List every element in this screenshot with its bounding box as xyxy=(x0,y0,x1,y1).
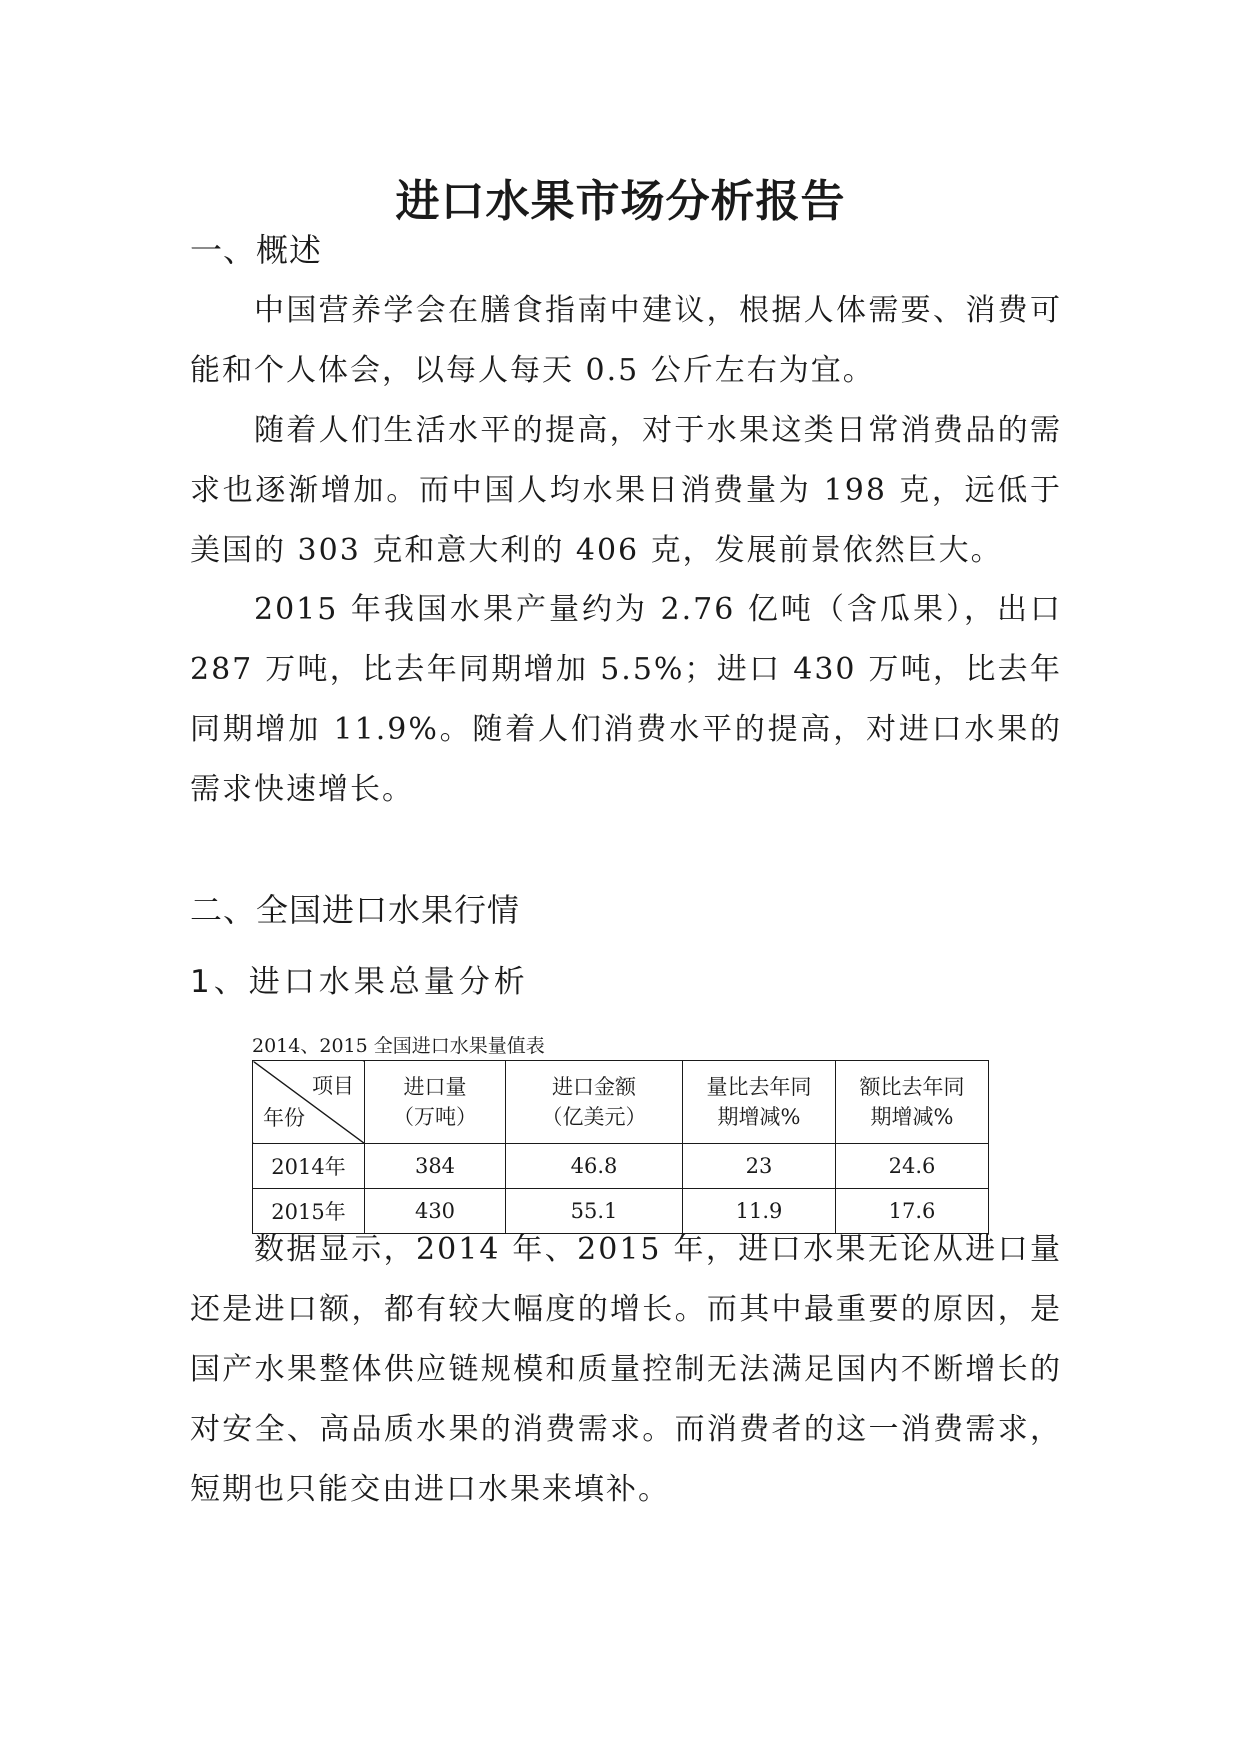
subsection-heading-total-volume: 1、进口水果总量分析 xyxy=(190,964,529,1000)
table-corner-cell xyxy=(253,1061,365,1144)
cell-volume: 384 xyxy=(365,1144,506,1189)
table-row xyxy=(253,1144,989,1189)
column-header-amount-change-line2: 期增减% xyxy=(870,1105,954,1129)
cell-amount: 46.8 xyxy=(506,1144,683,1189)
table-header-row xyxy=(253,1061,989,1144)
cell-amount-change: 17.6 xyxy=(836,1189,989,1234)
cell-amount-change: 24.6 xyxy=(836,1144,989,1189)
column-header-amount-line1: 进口金额 xyxy=(552,1075,636,1099)
paragraph-production-import: 2015 年我国水果产量约为 2.76 亿吨（含瓜果），出口 287 万吨，比去年同期增加 5.5%；进口 430 万吨，比去年同期增加 11.9%。随着人们消费水平的提高，对进口水果的需求快速增长。 xyxy=(190,592,1062,807)
corner-label-item: 项目 xyxy=(312,1074,354,1098)
cell-amount: 55.1 xyxy=(506,1189,683,1234)
column-header-volume-line1: 进口量 xyxy=(403,1075,467,1099)
paragraph-nutrition-guideline: 中国营养学会在膳食指南中建议，根据人体需要、消费可能和个人体会，以每人每天 0.5 公斤左右为宜。 xyxy=(190,293,1062,388)
corner-label-year: 年份 xyxy=(263,1106,305,1130)
column-header-volume-change-line1: 量比去年同 xyxy=(706,1075,812,1099)
column-header-volume xyxy=(365,1061,506,1144)
paragraph-consumption-demand: 随着人们生活水平的提高，对于水果这类日常消费品的需求也逐渐增加。而中国人均水果日消费量为 198 克，远低于美国的 303 克和意大利的 406 克，发展前景依然巨大。 xyxy=(190,413,1062,568)
cell-volume-change: 11.9 xyxy=(683,1189,836,1234)
page-title: 进口水果市场分析报告 xyxy=(395,176,846,227)
column-header-amount-change xyxy=(836,1061,989,1144)
paragraph-import-growth-analysis: 数据显示，2014 年、2015 年，进口水果无论从进口量还是进口额，都有较大幅度的增长。而其中最重要的原因，是国产水果整体供应链规模和质量控制无法满足国内不断增长的对安全、高品质水果的消费需求。而消费者的这一消费需求，短期也只能交由进口水果来填补。 xyxy=(190,1232,1062,1507)
column-header-volume-change xyxy=(683,1061,836,1144)
section-heading-overview: 一、概述 xyxy=(190,231,323,269)
column-header-amount-change-line1: 额比去年同 xyxy=(859,1075,965,1099)
column-header-amount-line2: （亿美元） xyxy=(541,1105,647,1129)
table-caption: 2014、2015 全国进口水果量值表 xyxy=(252,1035,545,1057)
column-header-volume-line2: （万吨） xyxy=(393,1105,477,1129)
section-heading-national-market: 二、全国进口水果行情 xyxy=(190,891,521,929)
cell-volume-change: 23 xyxy=(683,1144,836,1189)
cell-volume: 430 xyxy=(365,1189,506,1234)
column-header-amount xyxy=(506,1061,683,1144)
cell-year: 2015年 xyxy=(253,1189,365,1234)
cell-year: 2014年 xyxy=(253,1144,365,1189)
import-fruit-table xyxy=(252,1060,989,1234)
column-header-volume-change-line2: 期增减% xyxy=(717,1105,801,1129)
